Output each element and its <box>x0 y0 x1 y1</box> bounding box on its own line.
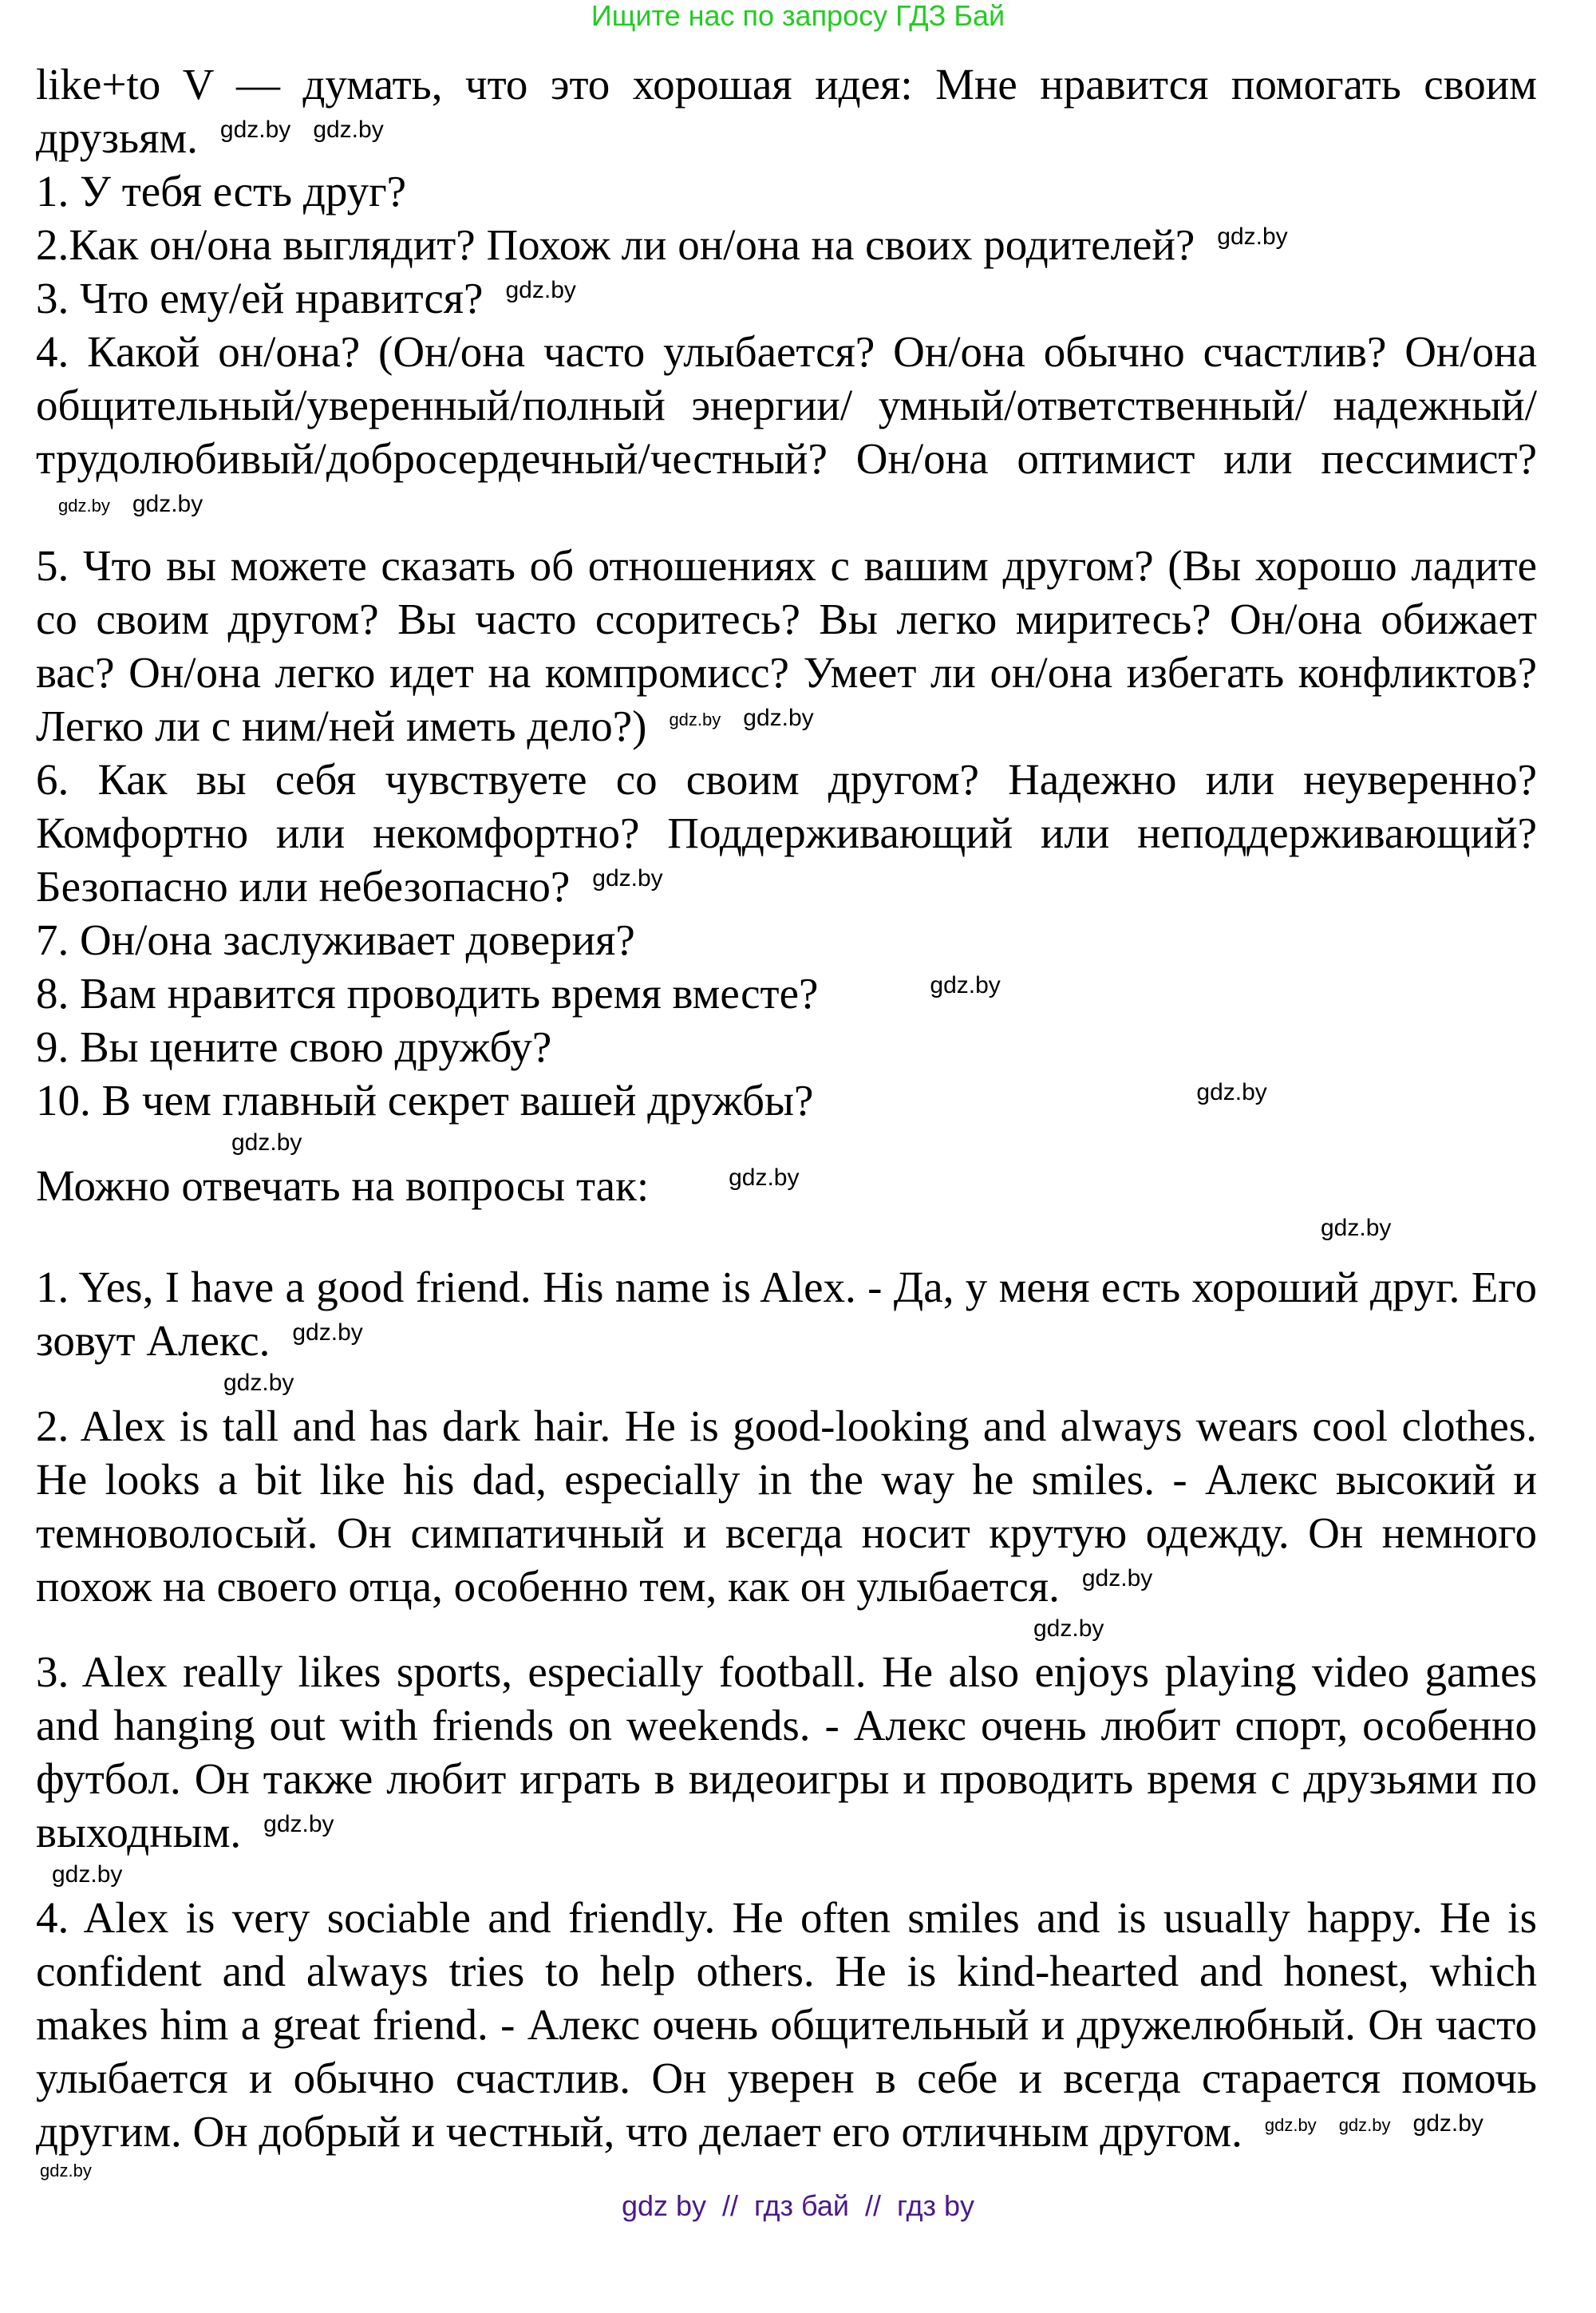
question-7 <box>36 913 1537 967</box>
question-5 <box>36 539 1537 753</box>
spacer <box>36 1244 1537 1260</box>
paragraph-text: 10. В чем главный секрет вашей дружбы? <box>36 1076 814 1125</box>
paragraph-text: 4. Alex is very sociable and friendly. He often smiles and is usually happy. He is confident and always tries to help others. He is kind-hearted and honest, which makes him a great friend. - Алекс очень общительный и дружелюбный. Он часто улыбается и обычно счастлив. Он уверен в себе и всегда старается помочь другим. Он добрый и честный, что делает его отличным другом. <box>36 1893 1537 2156</box>
paragraph-text: 2.Как он/она выглядит? Похож ли он/она на своих родителей? <box>36 220 1195 269</box>
answers-heading <box>36 1159 1537 1212</box>
paragraph-text: like+to V — думать, что это хорошая идея: Мне нравится помогать своим друзьям. <box>36 60 1537 162</box>
watermark: gdz.by <box>1196 1078 1267 1105</box>
paragraph-text: Можно отвечать на вопросы так: <box>36 1161 650 1210</box>
document-body <box>0 32 1596 2184</box>
paragraph-text: 7. Он/она заслуживает доверия? <box>36 915 635 964</box>
watermark: gdz.by <box>1321 1215 1392 1241</box>
answer-4 <box>36 1891 1537 2158</box>
watermark: gdz.by <box>52 1861 123 1888</box>
paragraph-text: 3. Что ему/ей нравится? <box>36 274 484 322</box>
paragraph-text: 2. Alex is tall and has dark hair. He is good-looking and always wears cool clothes. He looks a bit like his dad, especially in the way he smiles. - Алекс высокий и темноволосый. Он симпатичный и всегда носит крутую одежду. Он немного похож на своего отца, особенно тем, как он улыбается. <box>36 1402 1537 1611</box>
watermark: gdz.by <box>58 495 110 516</box>
watermark: gdz.by <box>1033 1615 1104 1642</box>
paragraph-intro <box>36 57 1537 164</box>
paragraph-text: 6. Как вы себя чувствуете со своим другом? Надежно или неуверенно? Комфортно или некомфортно? Поддерживающий или неподдерживающий? Безопасно или небезопасно? <box>36 755 1537 911</box>
question-2 <box>36 218 1537 271</box>
question-8 <box>36 967 1537 1020</box>
footer-links[interactable]: gdz by // гдз бай // гдз by <box>621 2189 975 2222</box>
paragraph-text: 5. Что вы можете сказать об отношениях с вашим другом? (Вы хорошо ладите со своим другом? Вы часто ссоритесь? Вы легко миритесь? Он/она обижает вас? Он/она легко идет на компромисс? Умеет ли он/она избегать конфликтов? Легко ли с ним/ней иметь дело?) <box>36 541 1537 750</box>
watermark: gdz.by <box>1217 223 1288 250</box>
watermark: gdz.by <box>40 2161 92 2181</box>
watermark: gdz.by <box>729 1164 800 1191</box>
question-6 <box>36 753 1537 913</box>
answer-1 <box>36 1260 1537 1367</box>
watermark: gdz.by <box>743 704 814 731</box>
watermark: gdz.by <box>505 276 576 303</box>
paragraph-text: 8. Вам нравится проводить время вместе? <box>36 969 819 1018</box>
paragraph-text: 1. Yes, I have a good friend. His name is Alex. - Да, у меня есть хороший друг. Его зовут Алекс. <box>36 1263 1537 1365</box>
watermark: gdz.by <box>1081 1564 1153 1591</box>
paragraph-text: 4. Какой он/она? (Он/она часто улыбается? Он/она обычно счастлив? Он/она общительный/уверенный/полный энергии/ умный/ответственный/ надежный/трудолюбивый/добросердечный/честный? Он/она оптимист или пессимист? <box>36 327 1537 483</box>
answer-2 <box>36 1399 1537 1613</box>
watermark: gdz.by <box>669 709 721 729</box>
watermark: gdz.by <box>592 864 663 892</box>
paragraph-text: 3. Alex really likes sports, especially football. He also enjoys playing video games and hanging out with friends on weekends. - Алекс очень любит спорт, особенно футбол. Он также любит играть в видеоигры и проводить время с друзьями по выходным. <box>36 1647 1537 1856</box>
watermark: gdz.by <box>231 1129 302 1156</box>
watermark: gdz.by <box>132 490 203 517</box>
watermark: gdz.by <box>1412 2109 1483 2137</box>
paragraph-text: 9. Вы цените свою дружбу? <box>36 1022 552 1071</box>
question-1 <box>36 164 1537 218</box>
watermark: gdz.by <box>1338 2114 1391 2135</box>
question-9 <box>36 1020 1537 1073</box>
watermark: gdz.by <box>313 116 384 143</box>
site-search-banner[interactable]: Ищите нас по запросу ГДЗ Бай <box>591 0 1005 32</box>
answer-3 <box>36 1645 1537 1859</box>
question-3 <box>36 271 1537 325</box>
watermark: gdz.by <box>263 1810 334 1837</box>
watermark: gdz.by <box>1264 2114 1317 2135</box>
watermark: gdz.by <box>223 1370 294 1396</box>
question-4 <box>36 325 1537 539</box>
paragraph-text: 1. У тебя есть друг? <box>36 167 407 215</box>
watermark: gdz.by <box>292 1319 363 1346</box>
watermark: gdz.by <box>930 971 1001 998</box>
watermark: gdz.by <box>219 116 291 143</box>
question-10 <box>36 1073 1537 1127</box>
